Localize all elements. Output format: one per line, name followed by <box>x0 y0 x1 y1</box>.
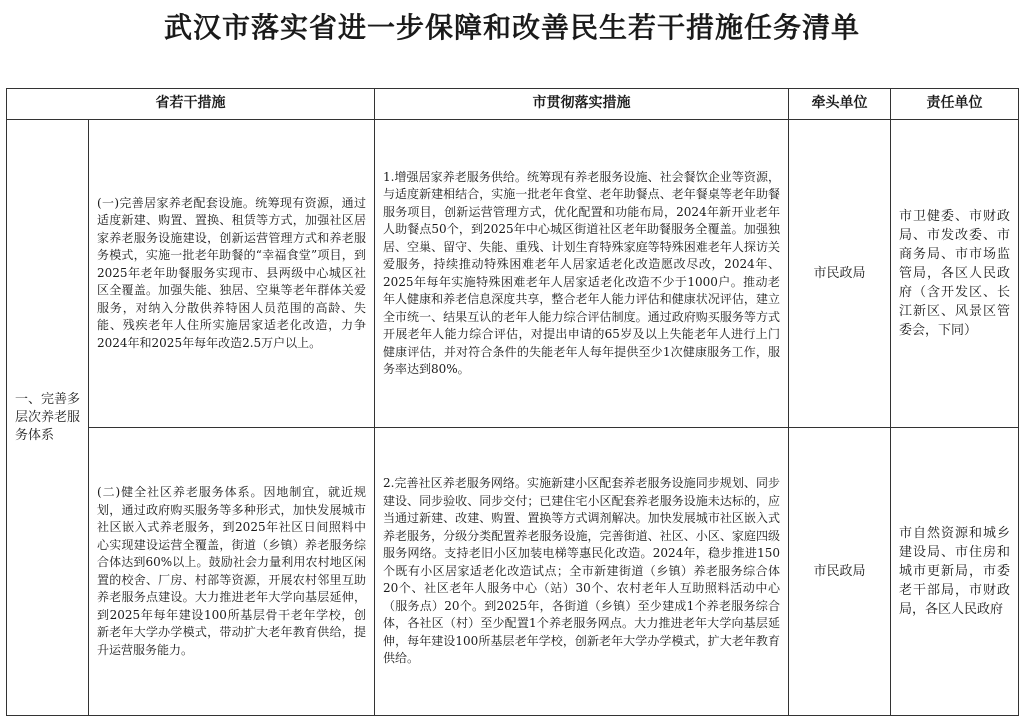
header-row <box>7 89 1019 120</box>
province-measure-cell: (二)健全社区养老服务体系。因地制宜，就近规划，通过政府购买服务等多种形式，加快发展城市社区嵌入式养老服务，到2025年社区日间照料中心实现建设运营全覆盖，街道（乡镇）养老服务综合体达到60%以上。鼓励社会力量利用农村地区闲置的校舍、厂房、村部等资源，开展农村邻里互助养老服务点建设。大力推进老年大学向基层延伸，到2025年每年建设100所基层骨干老年学校，创新老年大学办学模式，带动扩大老年教育供给，提升运营服务能力。 <box>89 428 375 716</box>
lead-unit-cell: 市民政局 <box>789 120 891 428</box>
category-cell: 一、完善多层次养老服务体系 <box>7 120 89 716</box>
header-province: 省若干措施 <box>7 89 375 120</box>
responsible-units-cell: 市自然资源和城乡建设局、市住房和城市更新局，市委老干部局，市财政局，各区人民政府 <box>891 428 1019 716</box>
task-table <box>6 88 1019 716</box>
header-responsible: 责任单位 <box>891 89 1019 120</box>
page-title: 武汉市落实省进一步保障和改善民生若干措施任务清单 <box>163 11 860 44</box>
header-city: 市贯彻落实措施 <box>375 89 789 120</box>
table-row <box>7 120 1019 428</box>
table-row <box>7 428 1019 716</box>
city-measure-cell: 1.增强居家养老服务供给。统筹现有养老服务设施、社会餐饮企业等资源，与适度新建相结合，实施一批老年食堂、老年助餐点、老年餐桌等老年助餐服务项目，创新运营管理方式，优化配置和功能布局，2024年新开业老年人助餐点50个，到2025年中心城区街道社区老年助餐服务全覆盖。加强独居、空巢、留守、失能、重残、计划生育特殊家庭等特殊困难老年人探访关爱服务，持续推动特殊困难老年人居家适老化改造愿改尽改，2024年、2025年每年实施特殊困难老年人居家适老化改造不少于1000户。推动老年人健康和养老信息深度共享，整合老年人能力评估和健康状况评估，建立全市统一、结果互认的老年人能力综合评估制度。通过政府购买服务等方式开展老年人能力综合评估，对提出申请的65岁及以上失能老年人进行上门健康评估，并对符合条件的失能老年人每年提供至少1次健康服务工作，服务率达到80%。 <box>375 120 789 428</box>
city-measure-cell: 2.完善社区养老服务网络。实施新建小区配套养老服务设施同步规划、同步建设、同步验收、同步交付；已建住宅小区配套养老服务设施未达标的，应当通过新建、改建、购置、置换等方式调剂解决。加快发展城市社区嵌入式养老服务，分级分类配置养老服务设施，完善街道、社区、小区、家庭四级服务网络。支持老旧小区加装电梯等惠民化改造。2024年，稳步推进150个既有小区居家适老化改造试点；全市新建街道（乡镇）养老服务综合体20个、社区老年人服务中心（站）30个、农村老年人互助照料活动中心（服务点）20个。到2025年，各街道（乡镇）至少建成1个养老服务综合体，各社区（村）至少配置1个养老服务网点。大力推进老年大学向基层延伸，每年建设100所基层老年学校，创新老年大学办学模式，扩大老年教育供给。 <box>375 428 789 716</box>
responsible-units-cell: 市卫健委、市财政局、市发改委、市商务局、市市场监管局，各区人民政府（含开发区、长江新区、风景区管委会，下同） <box>891 120 1019 428</box>
header-lead: 牵头单位 <box>789 89 891 120</box>
lead-unit-cell: 市民政局 <box>789 428 891 716</box>
province-measure-cell: (一)完善居家养老配套设施。统筹现有资源，通过适度新建、购置、置换、租赁等方式，加强社区居家养老服务设施建设，创新运营管理方式和养老服务模式，实施一批老年助餐的“幸福食堂”项目，到2025年老年助餐服务实现市、县两级中心城区社区全覆盖。加强失能、独居、空巢等老年群体关爱服务，对纳入分散供养特困人员范围的高龄、失能、残疾老年人住所实施居家适老化改造，力争2024年和2025年每年改造2.5万户以上。 <box>89 120 375 428</box>
